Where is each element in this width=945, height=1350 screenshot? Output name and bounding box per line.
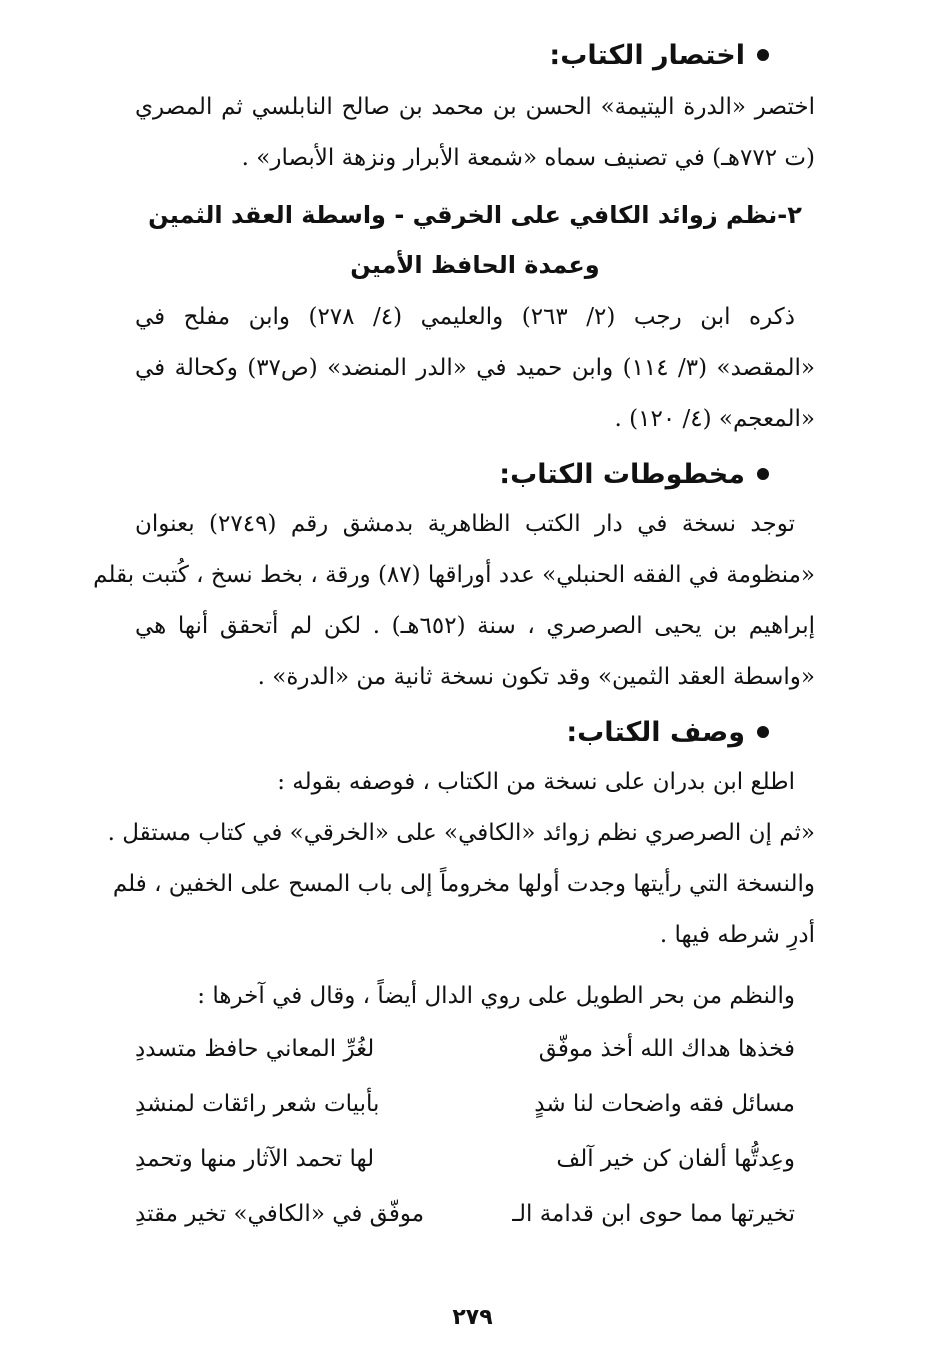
heading-text: وصف الكتاب: <box>566 717 745 748</box>
text-line: ذكره ابن رجب (٢/ ٢٦٣) والعليمي (٤/ ٢٧٨) وابن مفلح في <box>135 304 795 330</box>
verse-first-hemistich: وعِدتُّها ألفان كن خير آلف <box>556 1146 795 1172</box>
bullet-icon <box>757 468 769 480</box>
verse-first-hemistich: مسائل فقه واضحات لنا شدٍ <box>534 1091 795 1117</box>
text-line: اطلع ابن بدران على نسخة من الكتاب ، فوصفه بقوله : <box>277 769 795 795</box>
quote-line: «ثم إن الصرصري نظم زوائد «الكافي» على «الخرقي» في كتاب مستقل . <box>107 820 815 846</box>
poem-intro-line: والنظم من بحر الطويل على روي الدال أيضاً ، وقال في آخرها : <box>197 983 795 1009</box>
quote-line: والنسخة التي رأيتها وجدت أولها مخروماً إلى باب المسح على الخفين ، فلم <box>112 871 815 897</box>
poem-verse <box>135 1187 815 1242</box>
poem-verse <box>135 1022 815 1077</box>
abridgment-paragraph <box>135 82 815 184</box>
quote-line: أدرِ شرطه فيها . <box>659 922 815 948</box>
page-body <box>93 36 816 1242</box>
text-line: «المعجم» (٤/ ١٢٠) . <box>614 406 815 432</box>
section-heading-abridgment <box>135 36 815 76</box>
work-title-line-2: وعمدة الحافظ الأمين <box>350 251 600 279</box>
verse-first-hemistich: تخيرتها مما حوى ابن قدامة الـ <box>512 1201 795 1227</box>
text-line: توجد نسخة في دار الكتب الظاهرية بدمشق رقم (٢٧٤٩) بعنوان <box>135 511 795 537</box>
heading-text: مخطوطات الكتاب: <box>499 459 745 490</box>
description-paragraph <box>107 757 815 1022</box>
bullet-icon <box>757 726 769 738</box>
heading-text: اختصار الكتاب: <box>549 40 745 71</box>
page-number: ٢٧٩ <box>452 1305 493 1330</box>
poem <box>135 1022 815 1242</box>
section-heading-manuscripts <box>135 455 815 495</box>
manuscripts-paragraph <box>93 499 815 703</box>
work-title-line-1: ٢-نظم زوائد الكافي على الخرقي - واسطة العقد الثمين <box>148 201 802 229</box>
verse-second-hemistich: بأبيات شعر رائقات لمنشدِ <box>135 1091 380 1117</box>
verse-second-hemistich: لها تحمد الآثار منها وتحمدِ <box>135 1146 375 1172</box>
verse-second-hemistich: موفّق في «الكافي» تخير مقتدِ <box>135 1201 425 1227</box>
section-heading-description <box>135 713 815 753</box>
text-line: «المقصد» (٣/ ١١٤) وابن حميد في «الدر المنضد» (ص٣٧) وكحالة في <box>135 355 816 381</box>
text-line: «منظومة في الفقه الحنبلي» عدد أوراقها (٨٧) ورقة ، بخط نسخ ، كُتبت بقلم <box>93 562 815 588</box>
work2-paragraph <box>135 292 815 445</box>
poem-verse <box>135 1077 815 1132</box>
text-line: إبراهيم بن يحيى الصرصري ، سنة (٦٥٢هـ) . لكن لم أتحقق أنها هي <box>135 613 815 639</box>
verse-second-hemistich: لغُرِّ المعاني حافظ متسددِ <box>135 1036 375 1062</box>
poem-verse <box>135 1132 815 1187</box>
bullet-icon <box>757 49 769 61</box>
verse-first-hemistich: فخذها هداك الله أخذ موفّق <box>538 1036 795 1062</box>
text-line: «واسطة العقد الثمين» وقد تكون نسخة ثانية من «الدرة» . <box>257 664 815 690</box>
text-line: اختصر «الدرة اليتيمة» الحسن بن محمد بن صالح النابلسي ثم المصري <box>135 94 815 120</box>
text-line: (ت ٧٧٢هـ) في تصنيف سماه «شمعة الأبرار ونزهة الأبصار» . <box>241 145 815 171</box>
